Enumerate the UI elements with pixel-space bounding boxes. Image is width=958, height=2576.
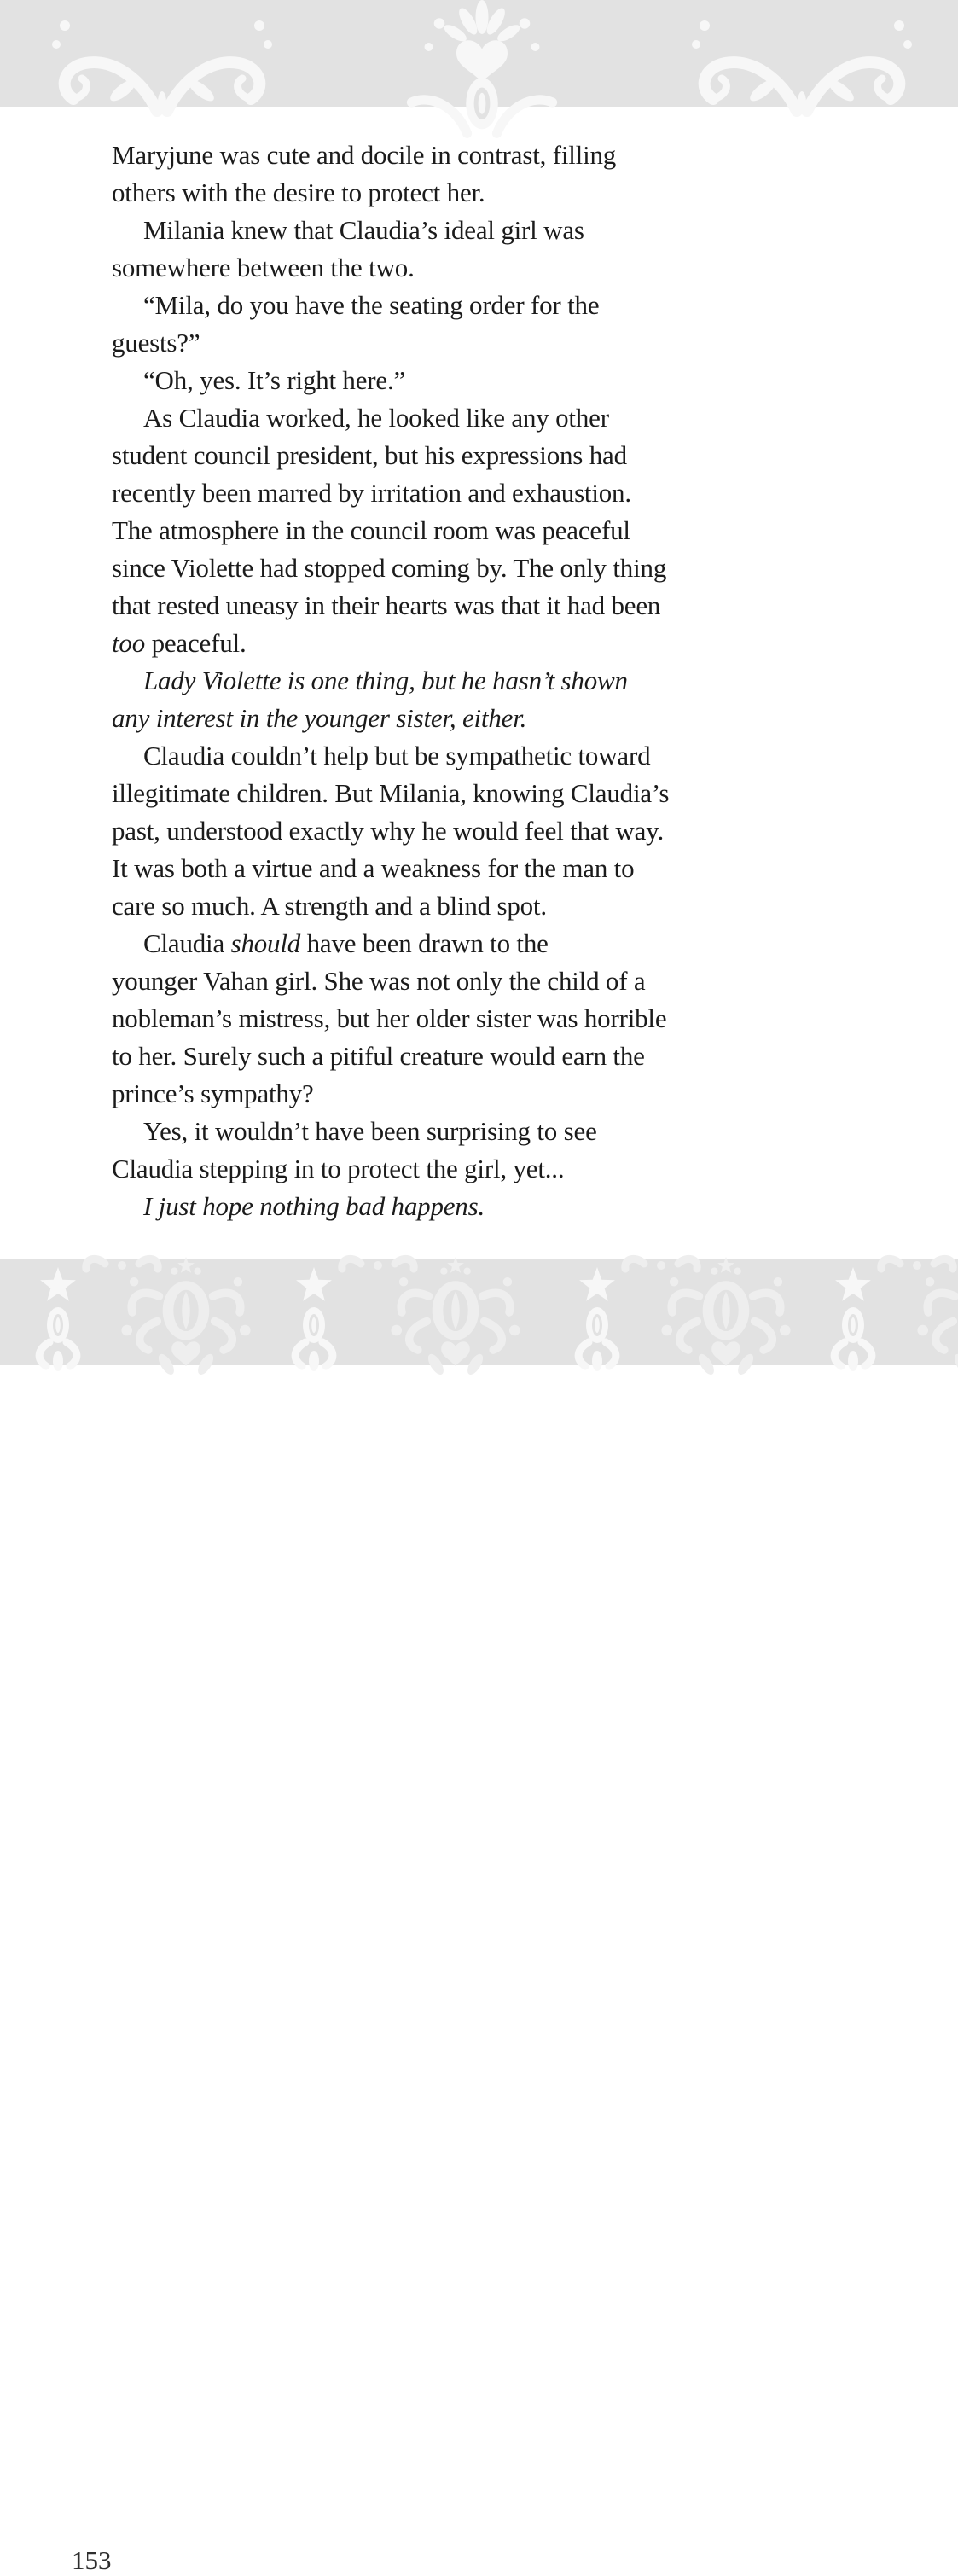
text-line: [112, 550, 914, 587]
page-number: 153: [72, 2545, 112, 2575]
text-line: [112, 1000, 914, 1038]
text-line: [112, 362, 914, 399]
text-segment: “Mila, do you have the seating order for the: [143, 290, 600, 320]
text-segment-italic: too: [112, 628, 146, 658]
text-line: [112, 174, 914, 212]
text-segment: “Oh, yes. It’s right here.”: [143, 365, 406, 395]
text-line: [112, 1113, 914, 1150]
text-line: [112, 1075, 914, 1113]
text-line: [112, 775, 914, 812]
text-segment: Maryjune was cute and docile in contrast, filling: [112, 140, 617, 170]
text-segment-italic: any interest in the younger sister, either.: [112, 703, 527, 733]
text-segment: somewhere between the two.: [112, 253, 415, 282]
text-line: [112, 512, 914, 550]
text-segment-italic: I just hope nothing bad happens.: [143, 1191, 485, 1221]
text-segment: As Claudia worked, he looked like any other: [143, 403, 609, 433]
text-segment: illegitimate children. But Milania, knowing Claudia’s: [112, 778, 670, 808]
damask-border-bottom: [0, 1259, 958, 2575]
text-line: [112, 812, 914, 850]
damask-border-top: [0, 0, 958, 107]
text-segment: Claudia stepping in to protect the girl, yet...: [112, 1154, 565, 1183]
text-segment: others with the desire to protect her.: [112, 177, 485, 207]
text-segment: Claudia: [143, 928, 231, 958]
text-line: [112, 287, 914, 324]
text-line: [112, 1188, 914, 1225]
text-segment: Claudia couldn’t help but be sympathetic toward: [143, 741, 651, 770]
text-line: [112, 887, 914, 925]
damask-pattern-bottom-icon: [0, 1259, 958, 1365]
text-segment: past, understood exactly why he would feel that way.: [112, 816, 665, 846]
text-line: [112, 662, 914, 700]
text-line: [112, 925, 914, 962]
text-segment: guests?”: [112, 328, 200, 358]
text-segment: nobleman’s mistress, but her older sister was horrible: [112, 1003, 667, 1033]
text-segment: prince’s sympathy?: [112, 1079, 314, 1108]
text-segment: recently been marred by irritation and exhaustion.: [112, 478, 631, 508]
text-segment: student council president, but his expressions had: [112, 440, 627, 470]
text-line: [112, 249, 914, 287]
text-segment: peaceful.: [145, 628, 247, 658]
text-line: [112, 137, 914, 174]
damask-pattern-top-icon: [0, 0, 958, 107]
text-segment: Milania knew that Claudia’s ideal girl was: [143, 215, 584, 245]
page-text: [112, 137, 914, 1225]
text-line: [112, 437, 914, 474]
text-segment: younger Vahan girl. She was not only the child of a: [112, 966, 646, 996]
text-segment-italic: Lady Violette is one thing, but he hasn’t shown: [143, 666, 628, 695]
text-line: [112, 1038, 914, 1075]
text-line: [112, 474, 914, 512]
text-line: [112, 737, 914, 775]
text-segment: care so much. A strength and a blind spot.: [112, 891, 547, 921]
text-segment: The atmosphere in the council room was peaceful: [112, 515, 630, 545]
text-line: [112, 587, 914, 625]
text-segment: Yes, it wouldn’t have been surprising to see: [143, 1116, 597, 1146]
text-segment: to her. Surely such a pitiful creature would earn the: [112, 1041, 645, 1071]
text-line: [112, 625, 914, 662]
text-line: [112, 324, 914, 362]
text-line: [112, 962, 914, 1000]
text-line: [112, 212, 914, 249]
text-segment: that rested uneasy in their hearts was that it had been: [112, 590, 661, 620]
text-segment: It was both a virtue and a weakness for the man to: [112, 853, 635, 883]
text-line: [112, 1150, 914, 1188]
text-line: [112, 700, 914, 737]
text-line: [112, 850, 914, 887]
text-segment-italic: should: [230, 928, 301, 958]
text-segment: since Violette had stopped coming by. The only thing: [112, 553, 667, 583]
text-line: [112, 399, 914, 437]
text-segment: have been drawn to the: [300, 928, 549, 958]
